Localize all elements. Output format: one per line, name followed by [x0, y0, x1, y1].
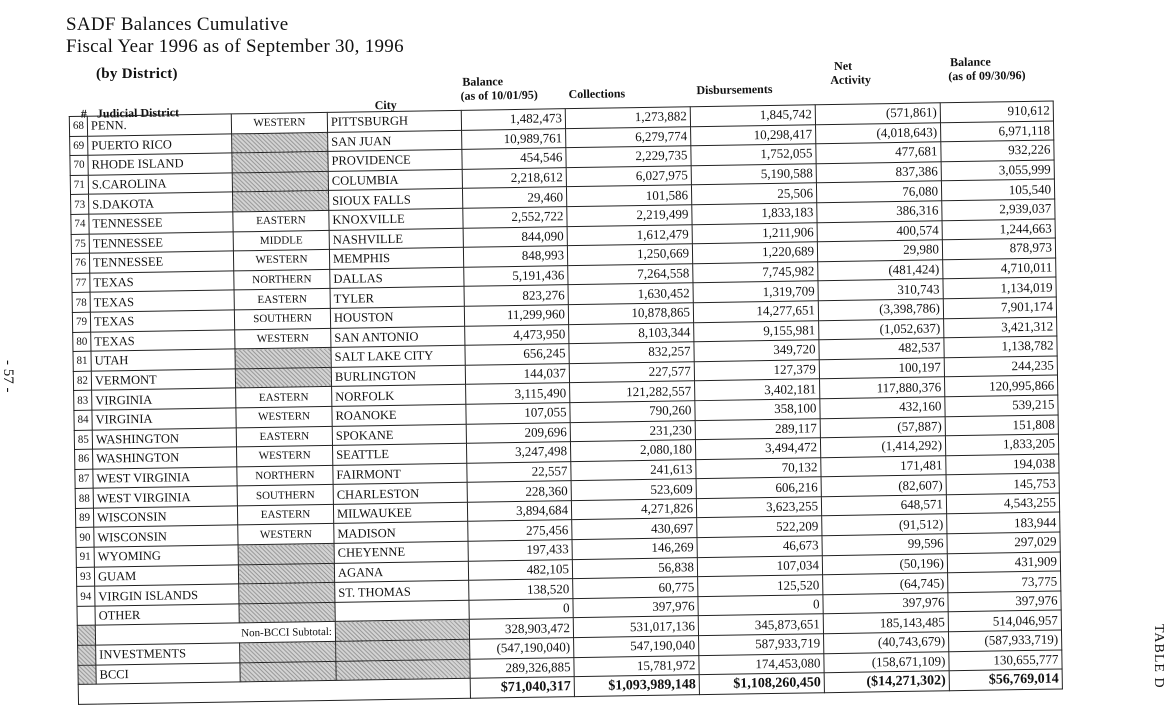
subdistrict-cell: EASTERN [234, 289, 330, 310]
balance-end-cell: 73,775 [948, 571, 1061, 592]
balance-end-cell: 151,808 [945, 414, 1058, 435]
balance-start-cell: 2,218,612 [462, 167, 566, 188]
city-cell: DALLAS [330, 267, 464, 289]
disbursements-cell: 70,132 [696, 457, 821, 479]
city-cell: SEATTLE [332, 443, 466, 465]
summary-sub-blank [240, 661, 336, 682]
subdistrict-cell: WESTERN [231, 112, 327, 133]
subdistrict-cell [232, 171, 328, 192]
balance-end-cell: 4,543,255 [946, 493, 1059, 514]
row-number: 68 [69, 116, 87, 136]
subdistrict-cell: SOUTHERN [237, 485, 333, 506]
balance-end-cell: 183,944 [947, 512, 1060, 533]
balance-end-cell: (587,933,719) [948, 630, 1061, 651]
balance-end-cell: 130,655,777 [949, 650, 1062, 671]
disbursements-cell: 587,933,719 [699, 634, 824, 656]
net-activity-cell: (1,414,292) [820, 436, 945, 458]
row-number: 79 [72, 312, 90, 332]
collections-cell: 6,279,774 [566, 126, 691, 148]
district-cell: S.DAKOTA [89, 192, 233, 214]
city-cell: SAN JUAN [328, 130, 462, 152]
total-bal-end-cell: $56,769,014 [949, 669, 1062, 690]
net-activity-cell: 310,743 [818, 279, 943, 301]
balance-start-cell: 328,903,472 [469, 618, 573, 639]
net-activity-cell: (64,745) [823, 573, 948, 595]
header-balance-start-date: (as of 10/01/95) [460, 87, 538, 103]
balance-end-cell: 7,901,174 [943, 297, 1056, 318]
city-cell: MADISON [334, 522, 468, 544]
district-cell: TENNESSEE [89, 231, 233, 253]
district-cell: PENN. [87, 114, 231, 136]
balance-end-cell: 4,710,011 [943, 258, 1056, 279]
subdistrict-cell [232, 152, 328, 173]
balance-end-cell: 244,235 [944, 356, 1057, 377]
total-disb-cell: $1,108,260,450 [699, 673, 824, 695]
row-number: 81 [73, 351, 91, 371]
balance-end-cell: 3,055,999 [941, 160, 1054, 181]
district-cell: TENNESSEE [89, 212, 233, 234]
balance-start-cell: 29,460 [462, 187, 566, 208]
row-number: 94 [77, 586, 95, 606]
subdistrict-cell: EASTERN [237, 504, 333, 525]
city-cell: PITTSBURGH [327, 110, 461, 132]
balance-start-cell: 228,360 [467, 481, 571, 502]
net-activity-cell: 397,976 [823, 593, 948, 615]
city-cell: NASHVILLE [329, 228, 463, 250]
balance-end-cell: 910,612 [940, 101, 1053, 122]
net-activity-cell: 117,880,376 [820, 377, 945, 399]
balance-end-cell: 1,138,782 [944, 336, 1057, 357]
balance-end-cell: 539,215 [945, 395, 1058, 416]
row-number: 69 [70, 136, 88, 156]
balance-start-cell: 844,090 [463, 226, 567, 247]
collections-cell: 7,264,558 [568, 263, 693, 285]
net-activity-cell: 477,681 [816, 142, 941, 164]
city-cell [335, 600, 469, 622]
balance-start-cell: 656,245 [465, 344, 569, 365]
balance-end-cell: 2,939,037 [942, 199, 1055, 220]
district-cell: OTHER [95, 604, 239, 626]
balance-start-cell: 0 [469, 598, 573, 619]
header-balance-end: Balance [949, 54, 991, 70]
row-number: 80 [73, 332, 91, 352]
city-cell: SALT LAKE CITY [331, 345, 465, 367]
net-activity-cell: (91,512) [822, 514, 947, 536]
district-cell: WEST VIRGINIA [93, 467, 237, 489]
net-activity-cell: 400,574 [817, 220, 942, 242]
balance-start-cell: 5,191,436 [464, 265, 568, 286]
subdistrict-cell: MIDDLE [233, 230, 329, 251]
disbursements-cell: 127,379 [694, 359, 819, 381]
net-activity-cell: (1,052,637) [819, 318, 944, 340]
city-cell: KNOXVILLE [329, 208, 463, 230]
balance-start-cell: (547,190,040) [470, 638, 574, 659]
city-cell: NORFOLK [332, 385, 466, 407]
collections-cell: 121,282,557 [570, 381, 695, 403]
disbursements-cell: 345,873,651 [698, 614, 823, 636]
balance-end-cell: 514,046,957 [948, 610, 1061, 631]
district-cell: GUAM [94, 565, 238, 587]
disbursements-cell: 1,845,742 [690, 105, 815, 127]
disbursements-cell: 289,117 [695, 418, 820, 440]
row-number: 70 [70, 155, 88, 175]
balance-start-cell: 3,247,498 [466, 442, 570, 463]
balance-start-cell: 209,696 [466, 422, 570, 443]
disbursements-cell: 14,277,651 [693, 301, 818, 323]
disbursements-cell: 1,752,055 [691, 144, 816, 166]
balance-end-cell: 431,909 [947, 552, 1060, 573]
total-net-cell: ($14,271,302) [824, 671, 949, 693]
net-activity-cell: 386,316 [817, 201, 942, 223]
city-cell: AGANA [334, 561, 468, 583]
disbursements-cell: 25,506 [691, 183, 816, 205]
balance-start-cell: 11,299,960 [464, 305, 568, 326]
city-cell: SPOKANE [332, 424, 466, 446]
net-activity-cell: (40,743,679) [824, 632, 949, 654]
subdistrict-cell: WESTERN [238, 524, 334, 545]
collections-cell: 1,612,479 [567, 224, 692, 246]
disbursements-cell: 1,211,906 [692, 222, 817, 244]
collections-cell: 1,630,452 [568, 283, 693, 305]
disbursements-cell: 349,720 [694, 340, 819, 362]
balance-start-cell: 823,276 [464, 285, 568, 306]
district-cell: TEXAS [91, 329, 235, 351]
collections-cell: 241,613 [571, 459, 696, 481]
subdistrict-cell [232, 132, 328, 153]
summary-city-blank [336, 639, 470, 661]
summary-label: INVESTMENTS [96, 643, 240, 665]
district-cell: WEST VIRGINIA [93, 486, 237, 508]
subdistrict-cell: EASTERN [233, 210, 329, 231]
district-cell: VIRGIN ISLANDS [95, 584, 239, 606]
balances-table [68, 50, 1072, 695]
balance-start-cell: 144,037 [465, 363, 569, 384]
balance-end-cell: 932,226 [941, 140, 1054, 161]
row-number: 88 [75, 488, 93, 508]
summary-label: Non-BCCI Subtotal: [95, 622, 335, 645]
city-cell: BURLINGTON [331, 365, 465, 387]
total-collections-cell: $1,093,989,148 [574, 675, 699, 697]
row-number: 87 [75, 469, 93, 489]
subdistrict-cell [238, 543, 334, 564]
collections-cell: 430,697 [572, 518, 697, 540]
collections-cell: 1,250,669 [567, 244, 692, 266]
balance-start-cell: 3,115,490 [466, 383, 570, 404]
disbursements-cell: 3,623,255 [696, 497, 821, 519]
data-grid [69, 97, 1063, 705]
city-cell: CHEYENNE [334, 541, 468, 563]
collections-cell: 10,878,865 [568, 303, 693, 325]
summary-label: BCCI [96, 662, 240, 684]
balance-start-cell: 4,473,950 [465, 324, 569, 345]
row-number: 85 [74, 430, 92, 450]
city-cell: PROVIDENCE [328, 150, 462, 172]
row-number: 76 [71, 253, 89, 273]
balance-start-cell: 197,433 [468, 540, 572, 561]
net-activity-cell: 100,197 [819, 357, 944, 379]
collections-cell: 1,273,882 [565, 107, 690, 129]
total-bal-start-cell: $71,040,317 [470, 677, 574, 698]
collections-cell: 146,269 [572, 538, 697, 560]
collections-cell: 2,080,180 [570, 440, 695, 462]
balance-start-cell: 22,557 [467, 461, 571, 482]
district-cell: UTAH [91, 349, 235, 371]
collections-cell: 227,577 [569, 361, 694, 383]
collections-cell: 60,775 [573, 577, 698, 599]
summary-sub-blank [240, 641, 336, 662]
collections-cell: 531,017,136 [573, 616, 698, 638]
district-cell: VERMONT [91, 369, 235, 391]
balance-end-cell: 3,421,312 [944, 317, 1057, 338]
balance-start-cell: 10,989,761 [462, 128, 566, 149]
district-cell: TENNESSEE [89, 251, 233, 273]
row-number: 77 [72, 273, 90, 293]
subdistrict-cell [239, 602, 335, 623]
row-number: 73 [71, 195, 89, 215]
header-disbursements: Disbursements [696, 81, 773, 98]
net-activity-cell: (4,018,643) [816, 122, 941, 144]
page-number: - 57 - [0, 360, 16, 393]
collections-cell: 6,027,975 [566, 166, 691, 188]
disbursements-cell: 1,220,689 [692, 242, 817, 264]
balance-start-cell: 289,326,885 [470, 657, 574, 678]
disbursements-cell: 125,520 [698, 575, 823, 597]
disbursements-cell: 3,494,472 [695, 438, 820, 460]
disbursements-cell: 5,190,588 [691, 164, 816, 186]
collections-cell: 397,976 [573, 597, 698, 619]
district-cell: VIRGINIA [92, 388, 236, 410]
net-activity-cell: 76,080 [816, 181, 941, 203]
header-net: Net [833, 58, 853, 73]
header-index: # [80, 106, 87, 121]
city-cell: ST. THOMAS [335, 581, 469, 603]
subdistrict-cell: SOUTHERN [234, 308, 330, 329]
subdistrict-cell: WESTERN [236, 406, 332, 427]
header-city: City [374, 97, 397, 113]
balance-end-cell: 1,244,663 [942, 219, 1055, 240]
net-activity-cell: (50,196) [822, 553, 947, 575]
disbursements-cell: 46,673 [697, 536, 822, 558]
district-cell: WISCONSIN [93, 506, 237, 528]
net-activity-cell: (158,671,109) [824, 651, 949, 673]
city-cell: MILWAUKEE [333, 502, 467, 524]
balance-end-cell: 120,995,866 [944, 375, 1057, 396]
net-activity-cell: 99,596 [822, 534, 947, 556]
disbursements-cell: 0 [698, 595, 823, 617]
city-cell: COLUMBIA [328, 169, 462, 191]
net-activity-cell: 185,143,485 [823, 612, 948, 634]
balance-end-cell: 145,753 [946, 473, 1059, 494]
district-cell: VIRGINIA [92, 408, 236, 430]
disbursements-cell: 10,298,417 [691, 124, 816, 146]
collections-cell: 101,586 [566, 185, 691, 207]
disbursements-cell: 3,402,181 [695, 379, 820, 401]
row-number: 74 [71, 214, 89, 234]
balance-start-cell: 482,105 [468, 559, 572, 580]
city-cell: FAIRMONT [333, 463, 467, 485]
table-label: TABLE D [1151, 624, 1166, 689]
balance-start-cell: 1,482,473 [461, 109, 565, 130]
subdistrict-cell [233, 191, 329, 212]
row-number: 93 [76, 567, 94, 587]
disbursements-cell: 174,453,080 [699, 653, 824, 675]
collections-cell: 790,260 [570, 401, 695, 423]
net-activity-cell: (571,861) [815, 103, 940, 125]
city-cell: ROANOKE [332, 404, 466, 426]
balance-start-cell: 3,894,684 [467, 501, 571, 522]
collections-cell: 4,271,826 [571, 499, 696, 521]
district-cell: TEXAS [90, 310, 234, 332]
balance-end-cell: 194,038 [946, 454, 1059, 475]
subdistrict-cell [239, 583, 335, 604]
summary-city-blank [336, 659, 470, 681]
subdistrict-cell: NORTHERN [237, 465, 333, 486]
row-number: 82 [73, 371, 91, 391]
header-balance-start: Balance [462, 74, 504, 89]
row-number: 83 [74, 390, 92, 410]
disbursements-cell: 606,216 [696, 477, 821, 499]
disbursements-cell: 358,100 [695, 399, 820, 421]
row-number: 91 [76, 547, 94, 567]
subdistrict-cell [238, 563, 334, 584]
subdistrict-cell: NORTHERN [234, 269, 330, 290]
net-activity-cell: (3,398,786) [818, 299, 943, 321]
balance-end-cell: 1,833,205 [945, 434, 1058, 455]
collections-cell: 2,219,499 [567, 205, 692, 227]
report-subtitle: Fiscal Year 1996 as of September 30, 1996 [66, 36, 404, 57]
net-activity-cell: 171,481 [821, 455, 946, 477]
collections-cell: 56,838 [572, 557, 697, 579]
disbursements-cell: 522,209 [697, 516, 822, 538]
subdistrict-cell: EASTERN [236, 387, 332, 408]
city-cell: SAN ANTONIO [331, 326, 465, 348]
collections-cell: 832,257 [569, 342, 694, 364]
balance-start-cell: 275,456 [468, 520, 572, 541]
subdistrict-cell: EASTERN [236, 426, 332, 447]
district-cell: S.CAROLINA [88, 173, 232, 195]
district-cell: WASHINGTON [93, 447, 237, 469]
net-activity-cell: 837,386 [816, 162, 941, 184]
header-balance-end-date: (as of 09/30/96) [948, 67, 1026, 84]
row-number: 86 [75, 449, 93, 469]
disbursements-cell: 107,034 [697, 555, 822, 577]
collections-cell: 8,103,344 [569, 322, 694, 344]
balance-end-cell: 105,540 [941, 179, 1054, 200]
summary-marker [78, 645, 96, 665]
balance-start-cell: 107,055 [466, 403, 570, 424]
row-number: 78 [72, 293, 90, 313]
disbursements-cell: 1,833,183 [692, 203, 817, 225]
collections-cell: 547,190,040 [574, 636, 699, 658]
row-number: 75 [71, 234, 89, 254]
header-district: Judicial District [96, 105, 180, 121]
summary-marker [77, 626, 95, 646]
city-cell: CHARLESTON [333, 483, 467, 505]
net-activity-cell: 482,537 [819, 338, 944, 360]
net-activity-cell: (481,424) [818, 260, 943, 282]
row-number: 71 [70, 175, 88, 195]
disbursements-cell: 7,745,982 [693, 261, 818, 283]
balance-end-cell: 878,973 [942, 238, 1055, 259]
subdistrict-cell: WESTERN [237, 445, 333, 466]
net-activity-cell: (82,607) [821, 475, 946, 497]
district-cell: TEXAS [90, 290, 234, 312]
net-activity-cell: 29,980 [817, 240, 942, 262]
balance-end-cell: 6,971,118 [940, 121, 1053, 142]
summary-marker [78, 665, 96, 685]
disbursements-cell: 9,155,981 [694, 320, 819, 342]
row-number: 89 [75, 508, 93, 528]
balance-end-cell: 397,976 [948, 591, 1061, 612]
district-cell: WYOMING [94, 545, 238, 567]
city-cell: HOUSTON [330, 306, 464, 328]
district-cell: WISCONSIN [94, 525, 238, 547]
row-number [77, 606, 95, 626]
balance-start-cell: 848,993 [463, 246, 567, 267]
collections-cell: 2,229,735 [566, 146, 691, 168]
district-cell: TEXAS [90, 271, 234, 293]
city-cell: SIOUX FALLS [328, 189, 462, 211]
district-cell: RHODE ISLAND [88, 153, 232, 175]
subdistrict-cell: WESTERN [235, 328, 331, 349]
row-number: 90 [76, 528, 94, 548]
collections-cell: 15,781,972 [574, 655, 699, 677]
collections-cell: 231,230 [570, 420, 695, 442]
summary-city-blank [335, 620, 469, 642]
collections-cell: 523,609 [571, 479, 696, 501]
net-activity-cell: 648,571 [821, 495, 946, 517]
subdistrict-cell [235, 348, 331, 369]
city-cell: TYLER [330, 287, 464, 309]
subdistrict-cell: WESTERN [233, 250, 329, 271]
balance-start-cell: 454,546 [462, 148, 566, 169]
report-scope: (by District) [96, 66, 178, 82]
district-cell: PUERTO RICO [88, 134, 232, 156]
report-title: SADF Balances Cumulative [66, 14, 289, 35]
balance-end-cell: 1,134,019 [943, 277, 1056, 298]
district-cell: WASHINGTON [92, 427, 236, 449]
header-activity: Activity [830, 72, 872, 88]
net-activity-cell: (57,887) [820, 416, 945, 438]
balance-start-cell: 2,552,722 [463, 207, 567, 228]
balance-end-cell: 297,029 [947, 532, 1060, 553]
disbursements-cell: 1,319,709 [693, 281, 818, 303]
net-activity-cell: 432,160 [820, 397, 945, 419]
balance-start-cell: 138,520 [469, 579, 573, 600]
header-collections: Collections [568, 86, 626, 102]
subdistrict-cell [235, 367, 331, 388]
city-cell: MEMPHIS [329, 247, 463, 269]
row-number: 84 [74, 410, 92, 430]
